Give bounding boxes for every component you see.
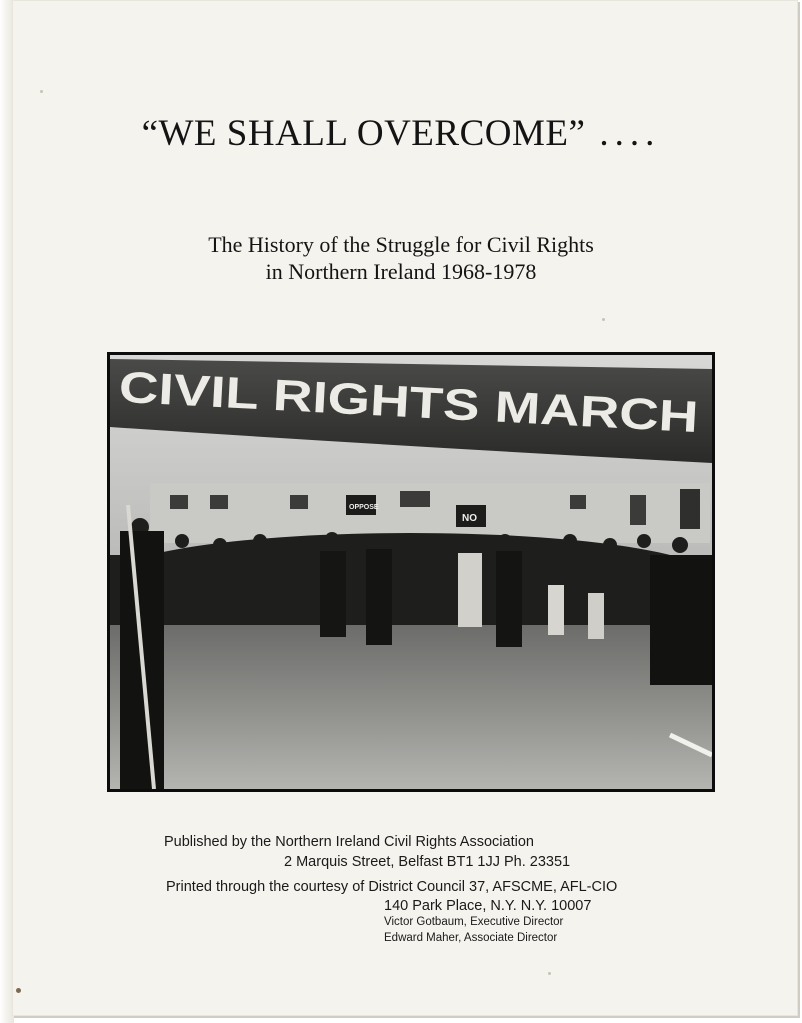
paper-speck bbox=[602, 318, 605, 321]
banner-text: CIVIL RIGHTS MARCH bbox=[117, 362, 586, 437]
sign-oppose-text: OPPOSE bbox=[349, 504, 379, 511]
executive-director: Victor Gotbaum, Executive Director bbox=[384, 916, 564, 928]
printed-by: Printed through the courtesy of District Council 37, AFSCME, AFL-CIO bbox=[166, 879, 618, 895]
cover-title bbox=[0, 112, 802, 155]
photo-child bbox=[588, 593, 604, 639]
photo-window bbox=[170, 495, 188, 509]
cover-title-text: “WE SHALL OVERCOME” bbox=[141, 113, 586, 154]
photo-figure bbox=[496, 551, 522, 647]
photo-window bbox=[570, 495, 586, 509]
cover-photo bbox=[107, 352, 715, 792]
cover-title-dots: .... bbox=[599, 113, 661, 154]
paper-speck bbox=[40, 90, 43, 93]
photo-child bbox=[548, 585, 564, 635]
photo-window bbox=[680, 489, 700, 529]
subtitle-line-2: in Northern Ireland 1968-1978 bbox=[265, 259, 537, 284]
sign-no-text: NO bbox=[462, 513, 477, 524]
photo-window bbox=[400, 491, 430, 507]
paper-speck bbox=[16, 988, 21, 993]
photo-window bbox=[290, 495, 308, 509]
publisher-address: 2 Marquis Street, Belfast BT1 1JJ Ph. 23351 bbox=[284, 854, 571, 870]
cover-subtitle bbox=[0, 231, 802, 285]
paper-speck bbox=[548, 972, 551, 975]
photo-road bbox=[110, 623, 712, 789]
subtitle-line-1: The History of the Struggle for Civil Rights bbox=[208, 232, 594, 257]
associate-director: Edward Maher, Associate Director bbox=[384, 932, 558, 944]
photo-window bbox=[210, 495, 228, 509]
photo-figure bbox=[320, 551, 346, 637]
published-by: Published by the Northern Ireland Civil Rights Association bbox=[164, 834, 534, 850]
photo-figure bbox=[366, 549, 392, 645]
printer-address: 140 Park Place, N.Y. N.Y. 10007 bbox=[384, 898, 592, 914]
photo-figure bbox=[650, 555, 712, 685]
photo-window bbox=[630, 495, 646, 525]
photo-figure-light-dress bbox=[458, 553, 482, 627]
march-photo-illustration bbox=[110, 355, 712, 789]
